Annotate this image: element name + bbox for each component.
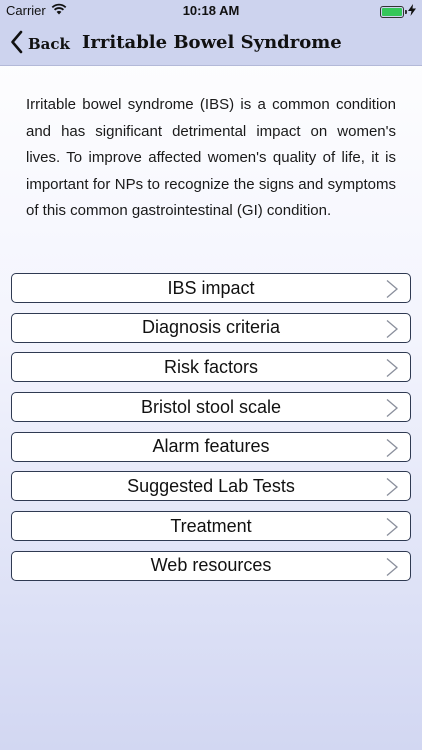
chevron-right-icon — [384, 477, 400, 497]
chevron-right-icon — [384, 517, 400, 537]
menu-item-bristol-stool-scale[interactable] — [11, 392, 411, 422]
menu-item-suggested-lab-tests[interactable] — [11, 471, 411, 501]
chevron-left-icon — [10, 30, 24, 58]
status-right — [380, 4, 416, 19]
menu-item-web-resources[interactable] — [11, 551, 411, 581]
menu-item-label: Web resources — [150, 555, 272, 576]
menu-item-ibs-impact[interactable] — [11, 273, 411, 303]
chevron-right-icon — [384, 557, 400, 577]
menu-item-label: Risk factors — [163, 356, 259, 377]
menu-item-label: IBS impact — [167, 277, 255, 298]
chevron-right-icon — [384, 319, 400, 339]
carrier-label: Carrier — [6, 3, 46, 18]
back-button[interactable] — [10, 30, 70, 58]
charging-icon — [408, 4, 416, 19]
battery-level — [382, 8, 402, 16]
battery-icon — [380, 6, 404, 18]
status-time: 10:18 AM — [182, 3, 240, 18]
chevron-right-icon — [384, 358, 400, 378]
navigation-bar — [0, 22, 422, 66]
menu-item-label: Alarm features — [152, 436, 270, 457]
menu-item-label: Diagnosis criteria — [141, 317, 281, 338]
menu-item-label: Suggested Lab Tests — [127, 475, 295, 496]
topic-menu — [11, 273, 411, 591]
page-title: Irritable Bowel Syndrome — [82, 32, 342, 53]
menu-item-treatment[interactable] — [11, 511, 411, 541]
menu-item-label: Bristol stool scale — [140, 396, 282, 417]
menu-item-risk-factors[interactable] — [11, 352, 411, 382]
intro-paragraph: Irritable bowel syndrome (IBS) is a common condition and has significant detrimental impact on women's lives. To improve affected women's quality of life, it is important for NPs to recognize the signs and symptoms of this common gastrointestinal (GI) condition. — [26, 96, 396, 219]
back-label: Back — [28, 35, 70, 53]
menu-item-alarm-features[interactable] — [11, 432, 411, 462]
status-bar — [0, 0, 422, 22]
chevron-right-icon — [384, 438, 400, 458]
chevron-right-icon — [384, 398, 400, 418]
chevron-right-icon — [384, 279, 400, 299]
menu-item-label: Treatment — [170, 515, 252, 536]
menu-item-diagnosis-criteria[interactable] — [11, 313, 411, 343]
